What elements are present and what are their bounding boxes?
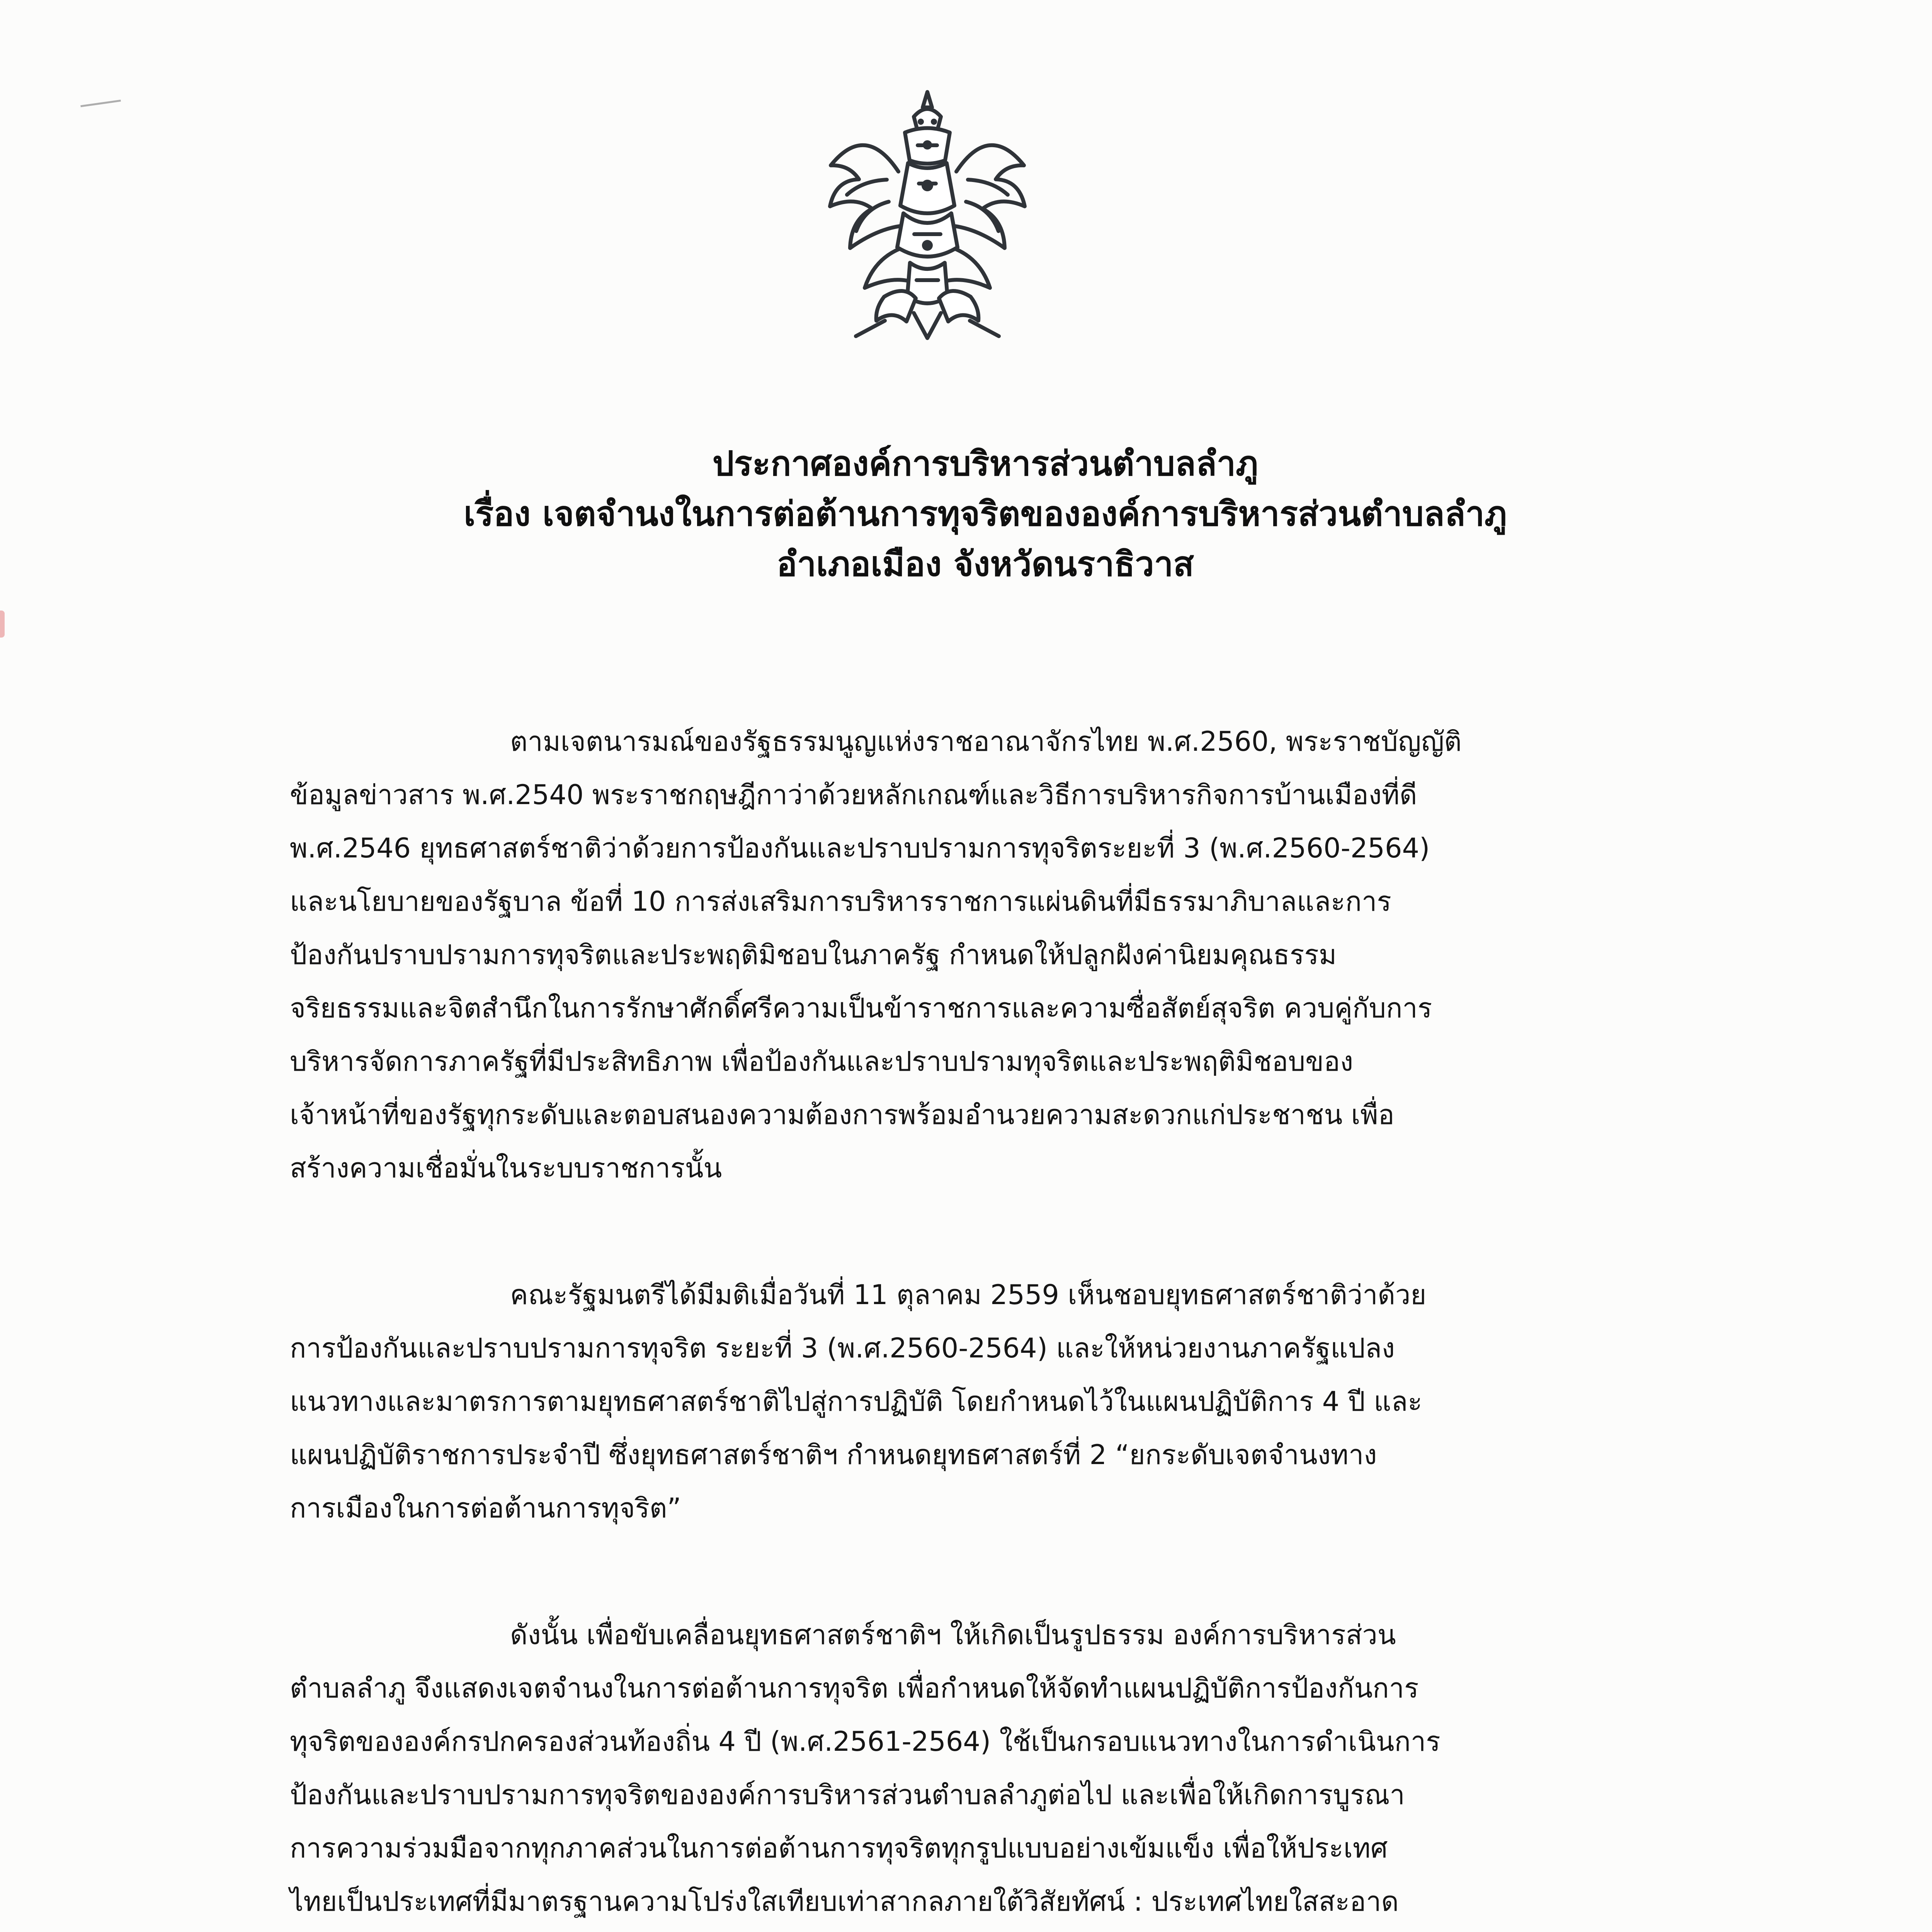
paragraph-commitment [290,1608,1634,1932]
announcement-heading [251,439,1719,589]
body-line: ตำบลลำภู จึงแสดงเจตจำนงในการต่อต้านการทุจริต เพื่อกำหนดให้จัดทำแผนปฏิบัติการป้องกันการ [290,1672,1419,1704]
garuda-emblem-icon [819,85,1036,352]
body-line: และนโยบายของรัฐบาล ข้อที่ 10 การส่งเสริมการบริหารราชการแผ่นดินที่มีธรรมาภิบาลและการ [290,886,1391,917]
body-line: เจ้าหน้าที่ของรัฐทุกระดับและตอบสนองความต้องการพร้อมอำนวยความสะดวกแก่ประชาชน เพื่อ [290,1099,1395,1131]
body-line: จริยธรรมและจิตสำนึกในการรักษาศักดิ์ศรีความเป็นข้าราชการและความซื่อสัตย์สุจริต ควบคู่กับการ [290,992,1432,1024]
announcement-title-line-3: อำเภอเมือง จังหวัดนราธิวาส [777,544,1194,584]
body-line: บริหารจัดการภาครัฐที่มีประสิทธิภาพ เพื่อป้องกันและปราบปรามทุจริตและประพฤติมิชอบของ [290,1046,1354,1077]
body-line [290,1928,1634,1932]
announcement-title-line-1: ประกาศองค์การบริหารส่วนตำบลลำภู [712,444,1259,483]
announcement-body [290,715,1634,1932]
body-line: คณะรัฐมนตรีได้มีมติเมื่อวันที่ 11 ตุลาคม 2559 เห็นชอบยุทธศาสตร์ชาติว่าด้วย [510,1279,1427,1311]
body-line: การป้องกันและปราบปรามการทุจริต ระยะที่ 3 (พ.ศ.2560-2564) และให้หน่วยงานภาครัฐแปลง [290,1332,1395,1364]
body-line: การเมืองในการต่อต้านการทุจริต” [290,1492,681,1524]
body-line: ตามเจตนารมณ์ของรัฐธรรมนูญแห่งราชอาณาจักรไทย พ.ศ.2560, พระราชบัญญัติ [510,726,1462,757]
body-line: ไทยเป็นประเทศที่มีมาตรฐานความโปร่งใสเทียบเท่าสากลภายใต้วิสัยทัศน์ : ประเทศไทยใสสะอาด [290,1886,1399,1917]
scan-mark [80,100,122,118]
body-line: แผนปฏิบัติราชการประจำปี ซึ่งยุทธศาสตร์ชาติฯ กำหนดยุทธศาสตร์ที่ 2 “ยกระดับเจตจำนงทาง [290,1439,1377,1471]
body-line: ข้อมูลข่าวสาร พ.ศ.2540 พระราชกฤษฎีกาว่าด้วยหลักเกณฑ์และวิธีการบริหารกิจการบ้านเมืองที่ดี [290,779,1417,811]
paragraph-cabinet-resolution [290,1268,1634,1535]
body-line: พ.ศ.2546 ยุทธศาสตร์ชาติว่าด้วยการป้องกันและปราบปรามการทุจริตระยะที่ 3 (พ.ศ.2560-2564) [290,832,1430,864]
paragraph-legal-basis [290,715,1634,1195]
body-line: ทุจริตขององค์กรปกครองส่วนท้องถิ่น 4 ปี (พ.ศ.2561-2564) ใช้เป็นกรอบแนวทางในการดำเนินการ [290,1726,1440,1757]
body-line: สร้างความเชื่อมั่นในระบบราชการนั้น [290,1152,722,1184]
announcement-title-line-2: เรื่อง เจตจำนงในการต่อต้านการทุจริตขององค์การบริหารส่วนตำบลลำภู [464,494,1507,534]
body-line: ป้องกันและปราบปรามการทุจริตขององค์การบริหารส่วนตำบลลำภูต่อไป และเพื่อให้เกิดการบูรณา [290,1779,1405,1811]
red-edge-mark [0,611,5,638]
body-line: แนวทางและมาตรการตามยุทธศาสตร์ชาติไปสู่การปฏิบัติ โดยกำหนดไว้ในแผนปฏิบัติการ 4 ปี และ [290,1386,1422,1417]
body-line: ป้องกันปราบปรามการทุจริตและประพฤติมิชอบในภาครัฐ กำหนดให้ปลูกฝังค่านิยมคุณธรรม [290,939,1337,971]
body-line: ดังนั้น เพื่อขับเคลื่อนยุทธศาสตร์ชาติฯ ให้เกิดเป็นรูปธรรม องค์การบริหารส่วน [510,1619,1396,1651]
body-line: การความร่วมมือจากทุกภาคส่วนในการต่อต้านการทุจริตทุกรูปแบบอย่างเข้มแข็ง เพื่อให้ประเทศ [290,1832,1388,1864]
